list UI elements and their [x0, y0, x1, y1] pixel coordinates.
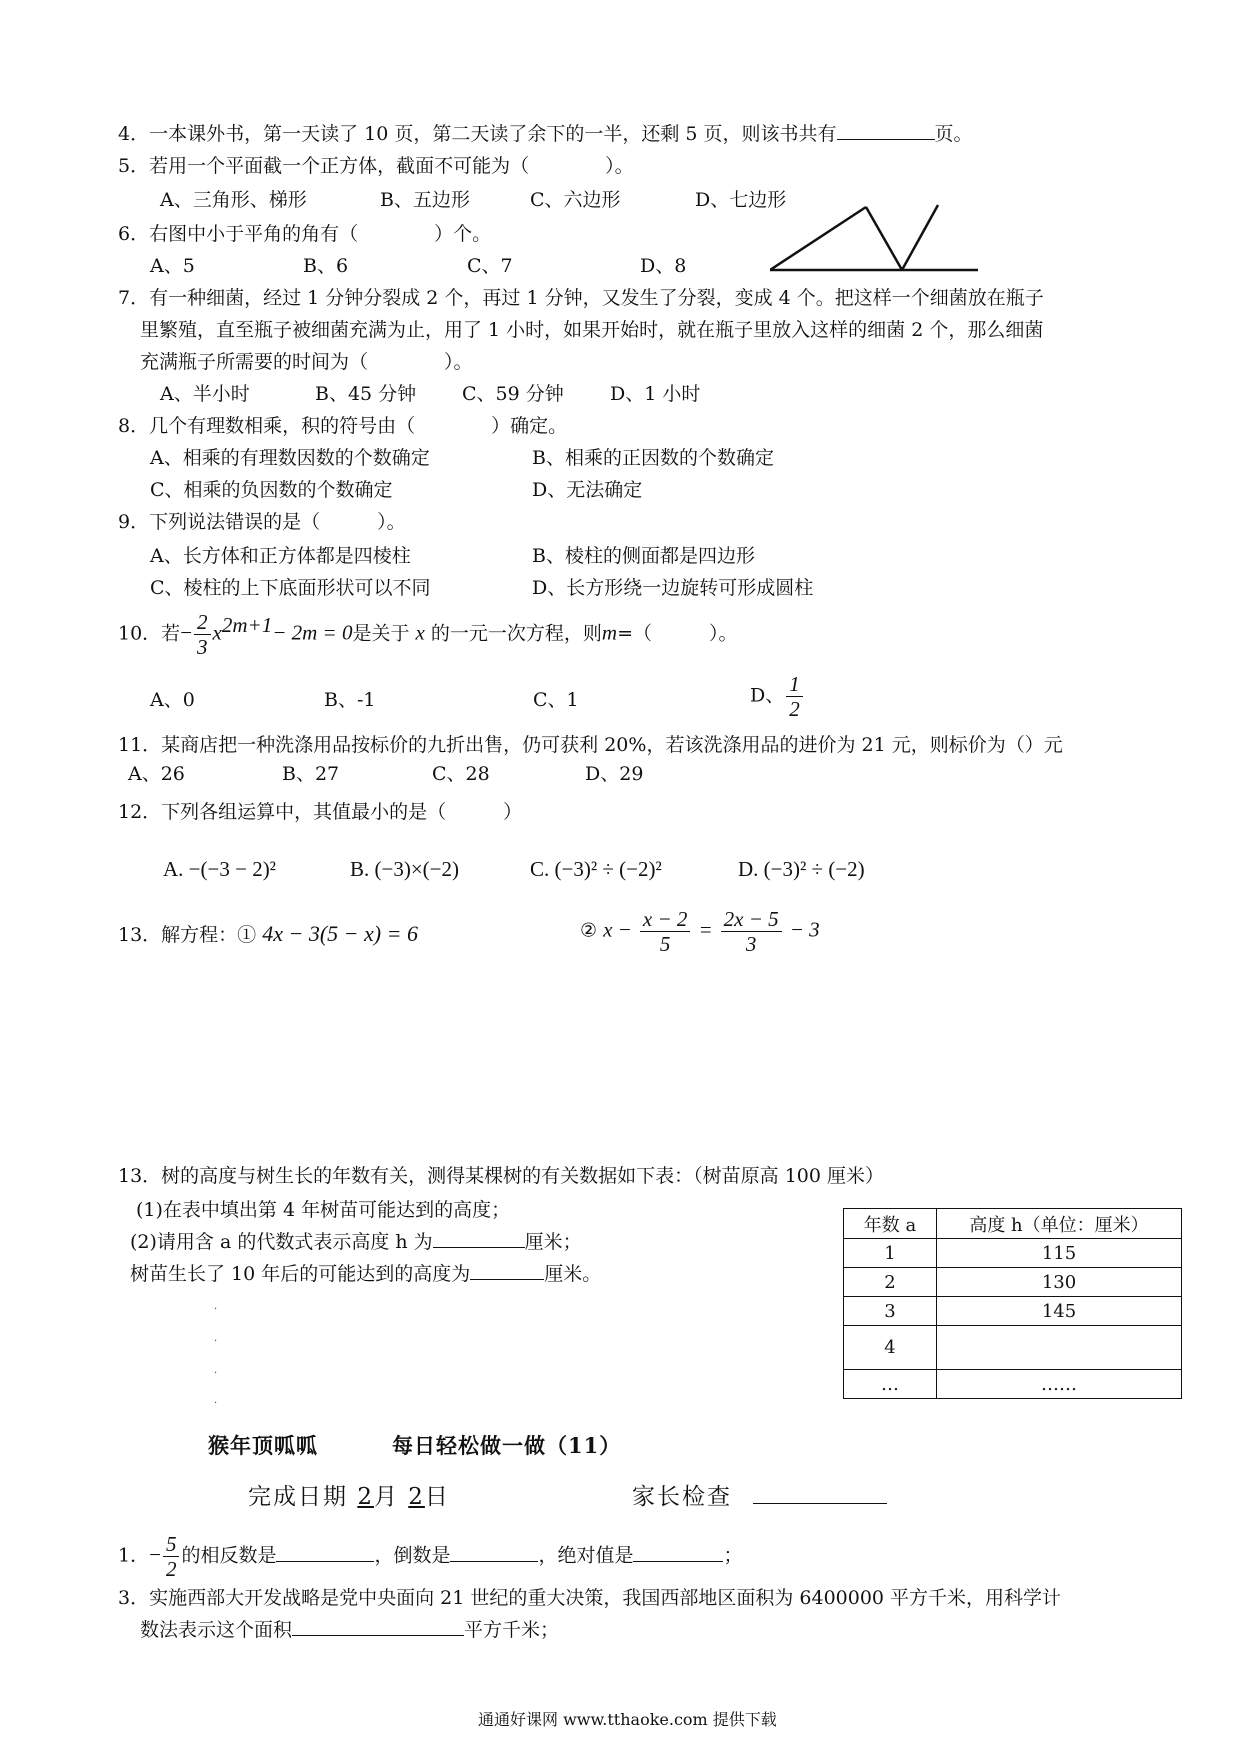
q11-option-b: B、27 — [282, 763, 340, 785]
q10-text-2: 是关于 — [352, 622, 410, 645]
q8-option-b: B、相乘的正因数的个数确定 — [532, 447, 774, 469]
q13-d2: 3 — [745, 932, 757, 956]
q13-eq2-frac-1 — [640, 907, 691, 956]
table-header-year: 年数 a — [844, 1209, 937, 1239]
question-11: 11．某商店把一种洗涤用品按标价的九折出售，仍可获利 20%，若该洗涤用品的进价为 21 元，则标价为（）元 — [118, 734, 1063, 756]
q10-mid: − 2m = 0 — [272, 620, 353, 645]
table-cell: 2 — [844, 1268, 937, 1297]
q10-tail: =（ ）。 — [617, 622, 738, 645]
q8-option-d: D、无法确定 — [532, 479, 643, 501]
question-12: 12．下列各组运算中，其值最小的是（ ） — [118, 801, 523, 823]
q10-d-num: 1 — [786, 672, 803, 697]
problem-3-line-2 — [140, 1618, 559, 1642]
table-row — [844, 1326, 1182, 1370]
angle-figure-ray-3 — [902, 205, 938, 270]
p1-den: 2 — [165, 1557, 177, 1581]
question-8: 8．几个有理数相乘，积的符号由（ ）确定。 — [118, 415, 568, 437]
q13-10yr-blank[interactable] — [470, 1263, 544, 1280]
q6-option-b: B、6 — [303, 255, 349, 277]
date-day: 2 — [408, 1484, 425, 1510]
p1-t1: 的相反数是 — [181, 1544, 277, 1567]
q13-height-blank[interactable] — [433, 1231, 525, 1248]
q9-option-a: A、长方体和正方体都是四棱柱 — [150, 545, 411, 567]
q8-option-c: C、相乘的负因数的个数确定 — [150, 479, 393, 501]
q13-sub-3-unit: 厘米。 — [544, 1263, 602, 1285]
q7-option-a: A、半小时 — [160, 383, 250, 405]
parent-check-label: 家长检查 — [632, 1484, 732, 1510]
q12-option-a: A. −(−3 − 2)² — [163, 857, 276, 881]
table-cell: 4 — [844, 1326, 937, 1370]
question-7-line-3: 充满瓶子所需要的时间为（ ）。 — [140, 351, 473, 373]
q13-equation-1: 4x − 3(5 − x) = 6 — [262, 921, 418, 946]
q13-n1: x − 2 — [640, 907, 691, 932]
angle-figure-ray-1 — [770, 207, 866, 270]
opposite-blank[interactable] — [276, 1545, 374, 1562]
q10-exponent: 2m+1 — [221, 613, 273, 638]
table-cell: 130 — [937, 1268, 1182, 1297]
p1-t4: ； — [723, 1544, 743, 1567]
q13-equation-2 — [580, 907, 820, 956]
q5-option-a: A、三角形、梯形 — [160, 189, 307, 211]
absolute-value-blank[interactable] — [633, 1545, 723, 1562]
page-footer: 通通好课网 www.tthaoke.com 提供下载 — [478, 1710, 777, 1729]
table-header-height: 高度 h（单位：厘米） — [937, 1209, 1182, 1239]
q10-text-3: 的一元一次方程，则 — [430, 622, 602, 645]
question-4 — [118, 122, 973, 146]
reciprocal-blank[interactable] — [450, 1545, 538, 1562]
q12-option-d: D. (−3)² ÷ (−2) — [738, 857, 865, 881]
p3-text: 数法表示这个面积 — [140, 1619, 293, 1641]
q10-m: m — [601, 620, 618, 645]
q10-option-c: C、1 — [533, 689, 579, 711]
table-cell: 115 — [937, 1239, 1182, 1268]
angle-figure-ray-2 — [866, 207, 902, 270]
q13-sub-3-text: 树苗生长了 10 年后的可能达到的高度为 — [130, 1263, 471, 1285]
stray-dot: · — [214, 1368, 218, 1379]
q6-option-d: D、8 — [640, 255, 687, 277]
stray-dot: · — [214, 1336, 218, 1347]
q5-option-d: D、七边形 — [695, 189, 787, 211]
table-cell: 145 — [937, 1297, 1182, 1326]
q13-label: 13．解方程：① — [118, 924, 257, 946]
table-cell: 1 — [844, 1239, 937, 1268]
problem-3-line-1: 3．实施西部大开发战略是党中央面向 21 世纪的重大决策，我国西部地区面积为 6400000 平方千米，用科学计 — [118, 1587, 1062, 1609]
q13-sub-2-text: (2)请用含 a 的代数式表示高度 h 为 — [130, 1231, 433, 1253]
q10-fraction — [194, 610, 211, 659]
scientific-notation-blank[interactable] — [292, 1619, 464, 1636]
p1-prefix: 1． — [118, 1544, 150, 1567]
q13-eq2-rhs: − 3 — [789, 917, 820, 942]
q13-sub-3 — [130, 1262, 601, 1286]
q6-option-a: A、5 — [150, 255, 195, 277]
date-month: 2 — [357, 1484, 374, 1510]
q5-option-b: B、五边形 — [380, 189, 470, 211]
q8-option-a: A、相乘的有理数因数的个数确定 — [150, 447, 430, 469]
question-7-line-1: 7．有一种细菌，经过 1 分钟分裂成 2 个，再过 1 分钟，又发生了分裂，变成 4 个。把这样一个细菌放在瓶子 — [118, 287, 1044, 309]
p3-unit: 平方千米； — [464, 1619, 560, 1641]
date-day-unit: 日 — [424, 1484, 450, 1510]
q13-sub-1: (1)在表中填出第 4 年树苗可能达到的高度； — [136, 1199, 511, 1221]
q11-option-d: D、29 — [585, 763, 644, 785]
q13-circle-2: ② — [580, 919, 598, 942]
question-6: 6．右图中小于平角的角有（ ）个。 — [118, 223, 492, 245]
q13-eq2-frac-2 — [721, 907, 782, 956]
q7-option-d: D、1 小时 — [610, 383, 701, 405]
tree-height-table — [843, 1208, 1182, 1399]
question-9: 9．下列说法错误的是（ ）。 — [118, 511, 406, 533]
q7-option-b: B、45 分钟 — [315, 383, 417, 405]
question-10: 10．若− $\frac{2}{3}$ $x^{2m+1}- 2m = 0$是关于 x 的一元一次方程，则m=（ ）。 — [118, 610, 738, 659]
question-5: 5．若用一个平面截一个正方体，截面不可能为（ ）。 — [118, 155, 634, 177]
q10-option-d — [750, 672, 805, 721]
table-cell: 3 — [844, 1297, 937, 1326]
q13-equals: = — [698, 917, 713, 942]
table-cell-answer-year-4[interactable] — [937, 1326, 1182, 1370]
q5-option-c: C、六边形 — [530, 189, 621, 211]
table-row — [844, 1268, 1182, 1297]
q10-option-b: B、-1 — [324, 689, 376, 711]
table-row — [844, 1239, 1182, 1268]
q6-option-c: C、7 — [467, 255, 513, 277]
q13-eq2-lhs: x − — [603, 917, 632, 942]
question-13-tree: 13．树的高度与树生长的年数有关，测得某棵树的有关数据如下表：（树苗原高 100 厘米） — [118, 1165, 885, 1187]
parent-check — [632, 1485, 887, 1509]
question-13-equations — [118, 922, 418, 947]
q13-n2: 2x − 5 — [721, 907, 782, 932]
q9-option-b: B、棱柱的侧面都是四边形 — [532, 545, 755, 567]
q13-sub-2 — [130, 1230, 582, 1254]
q10-var: x — [415, 620, 425, 645]
table-header-row — [844, 1209, 1182, 1239]
stray-dot: · — [214, 1398, 218, 1409]
section-left-title: 猴年顶呱呱 — [208, 1433, 318, 1458]
parent-check-blank[interactable] — [753, 1487, 887, 1504]
q4-text: 4．一本课外书，第一天读了 10 页，第二天读了余下的一半，还剩 5 页，则该书共有 — [118, 123, 837, 145]
q10-option-a: A、0 — [150, 689, 195, 711]
date-month-unit: 月 — [373, 1484, 399, 1510]
p1-t2: ，倒数是 — [374, 1544, 451, 1567]
q9-option-d: D、长方形绕一边旋转可形成圆柱 — [532, 577, 814, 599]
table-cell: …… — [937, 1370, 1182, 1399]
q10-d-den: 2 — [789, 697, 800, 721]
table-row — [844, 1370, 1182, 1399]
table-cell: … — [844, 1370, 937, 1399]
q4-answer-blank[interactable] — [837, 123, 935, 140]
q12-option-c: C. (−3)² ÷ (−2)² — [530, 857, 662, 881]
date-label: 完成日期 — [248, 1484, 348, 1510]
q10-frac-den: 3 — [197, 635, 208, 659]
q11-option-a: A、26 — [128, 763, 185, 785]
q13-sub-2-unit: 厘米； — [524, 1231, 582, 1253]
q11-option-c: C、28 — [432, 763, 490, 785]
q9-option-c: C、棱柱的上下底面形状可以不同 — [150, 577, 431, 599]
p1-fraction — [163, 1532, 180, 1581]
stray-dot: · — [214, 1304, 218, 1315]
angle-figure — [770, 200, 980, 275]
q4-tail: 页。 — [934, 123, 973, 145]
problem-1: 1．− $\frac{5}{2}$ 的相反数是 ，倒数是 ，绝对值是 ； — [118, 1532, 743, 1581]
section-title: 每日轻松做一做（11） — [392, 1433, 622, 1458]
q10-frac-num: 2 — [194, 610, 211, 635]
q10-prefix: 10．若 — [118, 622, 181, 645]
q13-d1: 5 — [659, 932, 671, 956]
question-7-line-2: 里繁殖，直至瓶子被细菌充满为止，用了 1 小时，如果开始时，就在瓶子里放入这样的细菌 2 个，那么细菌 — [140, 319, 1044, 341]
completion-date — [248, 1485, 450, 1509]
q12-option-b: B. (−3)×(−2) — [350, 857, 460, 881]
q10-option-d-label: D、 — [750, 684, 785, 707]
p1-t3: ，绝对值是 — [538, 1544, 634, 1567]
p1-num: 5 — [163, 1532, 180, 1557]
q7-option-c: C、59 分钟 — [462, 383, 564, 405]
table-row — [844, 1297, 1182, 1326]
q10-option-d-fraction — [786, 672, 803, 721]
